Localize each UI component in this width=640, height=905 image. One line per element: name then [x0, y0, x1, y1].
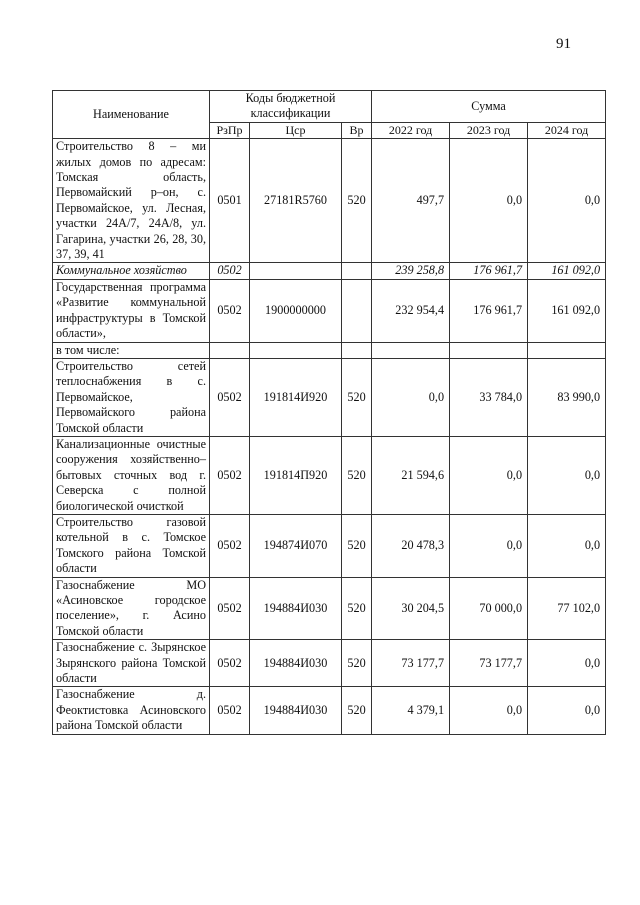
row-rzpr: 0501	[210, 139, 250, 263]
header-csr: Цср	[250, 122, 342, 138]
row-vr: 520	[342, 577, 372, 640]
row-2022: 497,7	[372, 139, 450, 263]
row-vr: 520	[342, 514, 372, 577]
row-vr: 520	[342, 436, 372, 514]
header-codes: Коды бюджетной классификации	[210, 91, 372, 123]
row-rzpr: 0502	[210, 436, 250, 514]
row-vr: 520	[342, 139, 372, 263]
row-2022	[372, 342, 450, 358]
header-2022: 2022 год	[372, 122, 450, 138]
row-2024: 0,0	[528, 139, 606, 263]
header-2023: 2023 год	[450, 122, 528, 138]
row-2024: 0,0	[528, 436, 606, 514]
table-row	[53, 436, 606, 514]
row-2022: 0,0	[372, 358, 450, 436]
row-2024: 161 092,0	[528, 279, 606, 342]
header-2024: 2024 год	[528, 122, 606, 138]
row-2024: 161 092,0	[528, 263, 606, 279]
table-row	[53, 577, 606, 640]
row-csr	[250, 342, 342, 358]
table-row	[53, 358, 606, 436]
row-rzpr	[210, 342, 250, 358]
table-row	[53, 640, 606, 687]
row-csr: 194874И070	[250, 514, 342, 577]
row-name: Газоснабжение д. Феоктистовка Асиновского района Томской области	[53, 687, 210, 734]
table-row	[53, 342, 606, 358]
row-name: Строительство сетей теплоснабжения в с. Первомайское, Первомайского района Томской области	[53, 358, 210, 436]
row-csr: 194884И030	[250, 577, 342, 640]
row-2024: 77 102,0	[528, 577, 606, 640]
table-row	[53, 279, 606, 342]
row-vr: 520	[342, 358, 372, 436]
row-2022: 30 204,5	[372, 577, 450, 640]
header-rzpr: РзПр	[210, 122, 250, 138]
row-rzpr: 0502	[210, 577, 250, 640]
row-name: Коммунальное хозяйство	[53, 263, 210, 279]
table-row	[53, 139, 606, 263]
row-2024	[528, 342, 606, 358]
row-2022: 73 177,7	[372, 640, 450, 687]
page-number: 91	[556, 36, 571, 52]
row-csr: 191814П920	[250, 436, 342, 514]
row-name: Газоснабжение с. Зырянское Зырянского района Томской области	[53, 640, 210, 687]
row-name: Строительство 8 – ми жилых домов по адресам: Томская область, Первомайский р–он, с. Первомайское, ул. Лесная, участки 24А/7, 24А/8, ул. Гагарина, участки 26, 28, 30, 37, 39, 41	[53, 139, 210, 263]
row-2022: 239 258,8	[372, 263, 450, 279]
row-csr: 194884И030	[250, 640, 342, 687]
row-2023	[450, 342, 528, 358]
header-name: Наименование	[53, 91, 210, 139]
row-rzpr: 0502	[210, 263, 250, 279]
row-vr	[342, 342, 372, 358]
row-rzpr: 0502	[210, 279, 250, 342]
row-name: Строительство газовой котельной в с. Томское Томского района Томской области	[53, 514, 210, 577]
row-2023: 176 961,7	[450, 279, 528, 342]
row-2024: 0,0	[528, 687, 606, 734]
row-rzpr: 0502	[210, 514, 250, 577]
row-rzpr: 0502	[210, 358, 250, 436]
row-2023: 176 961,7	[450, 263, 528, 279]
row-csr: 27181R5760	[250, 139, 342, 263]
row-2023: 0,0	[450, 687, 528, 734]
row-2022: 20 478,3	[372, 514, 450, 577]
row-vr	[342, 263, 372, 279]
row-2023: 0,0	[450, 139, 528, 263]
row-vr	[342, 279, 372, 342]
row-csr: 194884И030	[250, 687, 342, 734]
row-2024: 83 990,0	[528, 358, 606, 436]
row-name: Государственная программа «Развитие коммунальной инфраструктуры в Томской области»,	[53, 279, 210, 342]
row-2024: 0,0	[528, 640, 606, 687]
table-row	[53, 687, 606, 734]
table-row	[53, 514, 606, 577]
row-name: Газоснабжение МО «Асиновское городское поселение», г. Асино Томской области	[53, 577, 210, 640]
budget-table	[52, 90, 606, 735]
row-rzpr: 0502	[210, 687, 250, 734]
row-name: в том числе:	[53, 342, 210, 358]
row-2023: 0,0	[450, 436, 528, 514]
row-csr: 191814И920	[250, 358, 342, 436]
row-csr	[250, 263, 342, 279]
header-sum: Сумма	[372, 91, 606, 123]
row-vr: 520	[342, 687, 372, 734]
row-csr: 1900000000	[250, 279, 342, 342]
row-name: Канализационные очистные сооружения хозяйственно–бытовых сточных вод г. Северска с полной биологической очисткой	[53, 436, 210, 514]
header-vr: Вр	[342, 122, 372, 138]
row-2023: 33 784,0	[450, 358, 528, 436]
table-row	[53, 263, 606, 279]
row-rzpr: 0502	[210, 640, 250, 687]
row-2022: 232 954,4	[372, 279, 450, 342]
row-2022: 21 594,6	[372, 436, 450, 514]
row-vr: 520	[342, 640, 372, 687]
row-2023: 0,0	[450, 514, 528, 577]
row-2022: 4 379,1	[372, 687, 450, 734]
row-2023: 73 177,7	[450, 640, 528, 687]
row-2023: 70 000,0	[450, 577, 528, 640]
row-2024: 0,0	[528, 514, 606, 577]
